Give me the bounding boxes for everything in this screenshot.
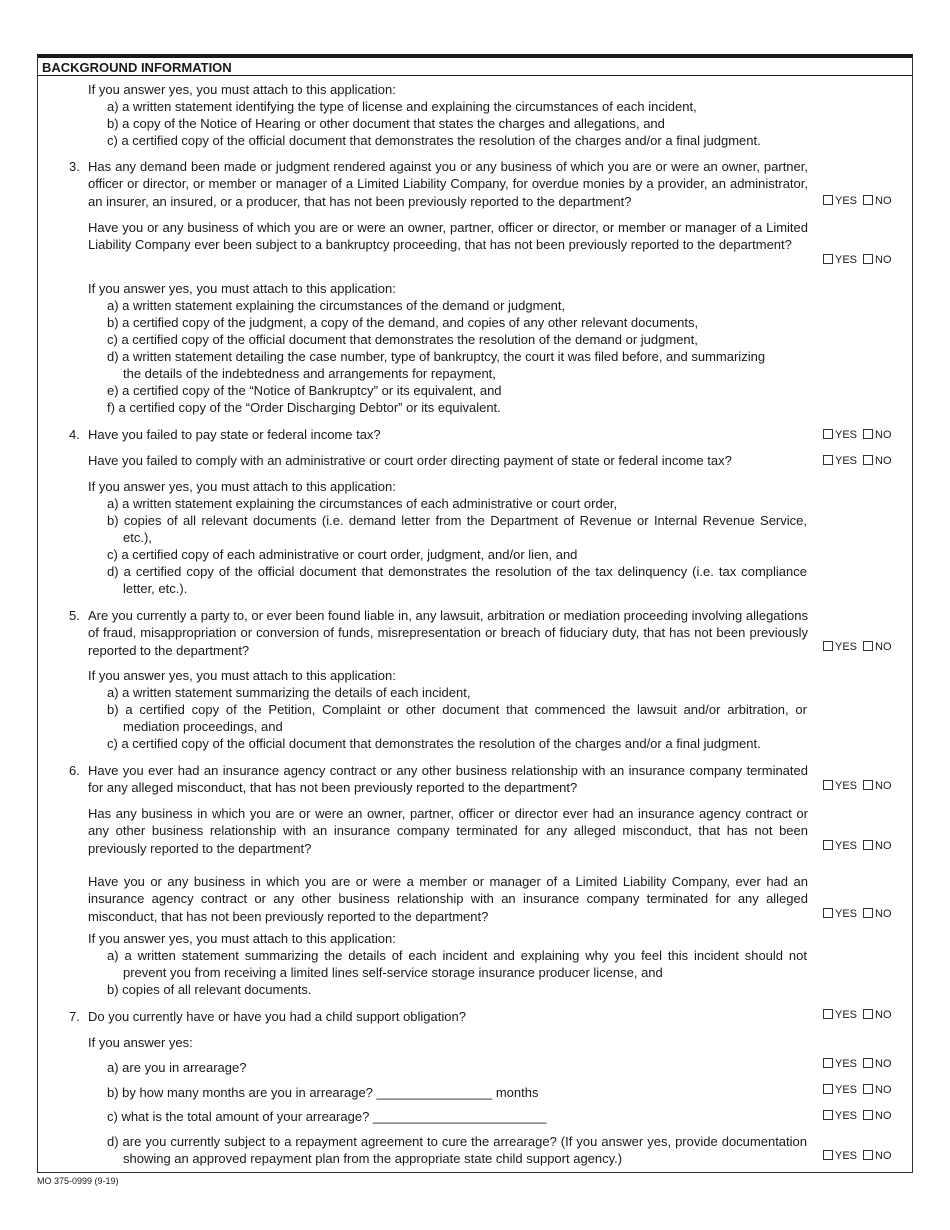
no-checkbox[interactable] bbox=[863, 1150, 873, 1160]
question-5-item-b: b) a certified copy of the Petition, Complaint or other document that commenced the lawsuit and/or arbitration, or mediation proceedings, and bbox=[107, 702, 807, 735]
yes-label: YES bbox=[835, 1009, 858, 1021]
yes-label: YES bbox=[835, 780, 858, 792]
yes-label: YES bbox=[835, 1150, 858, 1162]
question-3-item-e: e) a certified copy of the “Notice of Bankruptcy” or its equivalent, and bbox=[107, 383, 502, 398]
question-4-lead: If you answer yes, you must attach to this application: bbox=[88, 479, 396, 494]
question-6-business-text: Has any business in which you are or were an owner, partner, officer or director ever had an insurance agency contract or any other business relationship with an insurance company terminated for any alleged misconduct, that has not been previously reported to the department? bbox=[88, 806, 808, 856]
no-checkbox[interactable] bbox=[863, 1110, 873, 1120]
question-4-text: Have you failed to pay state or federal income tax? bbox=[88, 427, 381, 442]
question-4-item-b: b) copies of all relevant documents (i.e. demand letter from the Department of Revenue or Internal Revenue Service, etc.), bbox=[107, 513, 807, 546]
yes-label: YES bbox=[835, 254, 858, 266]
yes-checkbox[interactable] bbox=[823, 254, 833, 264]
no-checkbox[interactable] bbox=[863, 254, 873, 264]
yes-checkbox[interactable] bbox=[823, 1084, 833, 1094]
yes-label: YES bbox=[835, 195, 858, 207]
yes-label: YES bbox=[835, 1084, 858, 1096]
no-label: NO bbox=[875, 840, 892, 852]
question-7-item-b-answer bbox=[823, 1083, 892, 1097]
yes-label: YES bbox=[835, 840, 858, 852]
question-7-number: 7. bbox=[69, 1009, 80, 1024]
question-7-item-d-answer bbox=[823, 1149, 892, 1163]
question-3-item-a: a) a written statement explaining the circumstances of the demand or judgment, bbox=[107, 298, 566, 313]
no-label: NO bbox=[875, 195, 892, 207]
question-3-answer bbox=[823, 194, 892, 208]
no-label: NO bbox=[875, 908, 892, 920]
yes-checkbox[interactable] bbox=[823, 780, 833, 790]
yes-checkbox[interactable] bbox=[823, 840, 833, 850]
question-6-llc-answer bbox=[823, 907, 892, 921]
question-5-answer bbox=[823, 640, 892, 654]
no-label: NO bbox=[875, 1150, 892, 1162]
no-label: NO bbox=[875, 1009, 892, 1021]
yes-checkbox[interactable] bbox=[823, 1009, 833, 1019]
no-label: NO bbox=[875, 1084, 892, 1096]
question-5-lead: If you answer yes, you must attach to this application: bbox=[88, 668, 396, 683]
intro-item-c: c) a certified copy of the official document that demonstrates the resolution of the charges and/or a final judgment. bbox=[107, 133, 761, 148]
yes-label: YES bbox=[835, 641, 858, 653]
question-3-item-d-cont: the details of the indebtedness and arrangements for repayment, bbox=[123, 366, 496, 381]
no-label: NO bbox=[875, 780, 892, 792]
yes-checkbox[interactable] bbox=[823, 1058, 833, 1068]
question-7-item-a: a) are you in arrearage? bbox=[107, 1060, 247, 1075]
no-label: NO bbox=[875, 429, 892, 441]
question-3-item-b: b) a certified copy of the judgment, a copy of the demand, and copies of any other relevant documents, bbox=[107, 315, 699, 330]
question-3-text: Has any demand been made or judgment rendered against you or any business of which you are or were an owner, partner, officer or director, or member or manager of a Limited Liability Company, for overdue monies by a provider, an administrator, an insurer, an insured, or a producer, that has not been previously reported to the department? bbox=[88, 159, 808, 209]
yes-checkbox[interactable] bbox=[823, 455, 833, 465]
question-3-item-d: d) a written statement detailing the case number, type of bankruptcy, the court it was filed before, and summarizing bbox=[107, 349, 766, 364]
intro-item-a: a) a written statement identifying the type of license and explaining the circumstances of each incident, bbox=[107, 99, 697, 114]
yes-checkbox[interactable] bbox=[823, 1110, 833, 1120]
question-5-item-a: a) a written statement summarizing the details of each incident, bbox=[107, 685, 471, 700]
intro-lead: If you answer yes, you must attach to this application: bbox=[88, 82, 396, 97]
question-6-llc-text: Have you or any business in which you are or were a member or manager of a Limited Liability Company, ever had an insurance agency contract or any other business relationship with an insurance company terminated for any alleged misconduct, that has not been previously reported to the department? bbox=[88, 874, 808, 924]
question-6-item-b: b) copies of all relevant documents. bbox=[107, 982, 312, 997]
question-6-business-answer bbox=[823, 839, 892, 853]
yes-checkbox[interactable] bbox=[823, 908, 833, 918]
question-6-number: 6. bbox=[69, 763, 80, 778]
question-7-item-d: d) are you currently subject to a repayment agreement to cure the arrearage? (If you answer yes, provide documentation showing an approved repayment plan from the appropriate state child support agency.) bbox=[107, 1134, 807, 1167]
question-5-number: 5. bbox=[69, 608, 80, 623]
question-7-item-c-answer bbox=[823, 1109, 892, 1123]
question-7-item-b: b) by how many months are you in arrearage? ________________ months bbox=[107, 1085, 539, 1100]
question-6-text: Have you ever had an insurance agency contract or any other business relationship with an insurance company terminated for any alleged misconduct, that has not been previously reported to the department? bbox=[88, 763, 808, 796]
no-label: NO bbox=[875, 1110, 892, 1122]
no-checkbox[interactable] bbox=[863, 641, 873, 651]
no-checkbox[interactable] bbox=[863, 780, 873, 790]
section-title: BACKGROUND INFORMATION bbox=[38, 58, 912, 76]
no-checkbox[interactable] bbox=[863, 455, 873, 465]
no-checkbox[interactable] bbox=[863, 908, 873, 918]
yes-label: YES bbox=[835, 1058, 858, 1070]
question-7-answer bbox=[823, 1008, 892, 1022]
question-4-order-text: Have you failed to comply with an administrative or court order directing payment of state or federal income tax? bbox=[88, 453, 732, 468]
question-4-item-d: d) a certified copy of the official document that demonstrates the resolution of the tax delinquency (i.e. tax compliance letter, etc.). bbox=[107, 564, 807, 597]
form-number: MO 375-0999 (9-19) bbox=[37, 1176, 119, 1186]
question-3-item-c: c) a certified copy of the official document that demonstrates the resolution of the demand or judgment, bbox=[107, 332, 698, 347]
no-checkbox[interactable] bbox=[863, 429, 873, 439]
yes-label: YES bbox=[835, 908, 858, 920]
no-label: NO bbox=[875, 455, 892, 467]
question-5-text: Are you currently a party to, or ever been found liable in, any lawsuit, arbitration or mediation proceeding involving allegations of fraud, misappropriation or conversion of funds, misrepresentation or breach of fiduciary duty, that has not been previously reported to the department? bbox=[88, 608, 808, 658]
no-checkbox[interactable] bbox=[863, 840, 873, 850]
yes-checkbox[interactable] bbox=[823, 1150, 833, 1160]
question-3-bankruptcy-answer bbox=[823, 253, 892, 267]
yes-checkbox[interactable] bbox=[823, 641, 833, 651]
question-6-lead: If you answer yes, you must attach to this application: bbox=[88, 931, 396, 946]
no-checkbox[interactable] bbox=[863, 1084, 873, 1094]
no-label: NO bbox=[875, 1058, 892, 1070]
question-4-number: 4. bbox=[69, 427, 80, 442]
yes-label: YES bbox=[835, 1110, 858, 1122]
question-6-answer bbox=[823, 779, 892, 793]
intro-item-b: b) a copy of the Notice of Hearing or other document that states the charges and allegations, and bbox=[107, 116, 665, 131]
no-label: NO bbox=[875, 254, 892, 266]
question-4-answer bbox=[823, 428, 892, 442]
question-7-text: Do you currently have or have you had a child support obligation? bbox=[88, 1009, 466, 1024]
question-7-lead: If you answer yes: bbox=[88, 1035, 193, 1050]
no-checkbox[interactable] bbox=[863, 1009, 873, 1019]
question-3-bankruptcy-text: Have you or any business of which you are or were an owner, partner, officer or director, or member or manager of a Limited Liability Company ever been subject to a bankruptcy proceeding, that has not been previously reported to the department? bbox=[88, 220, 808, 253]
question-3-item-f: f) a certified copy of the “Order Discharging Debtor” or its equivalent. bbox=[107, 400, 501, 415]
yes-checkbox[interactable] bbox=[823, 429, 833, 439]
no-label: NO bbox=[875, 641, 892, 653]
yes-label: YES bbox=[835, 429, 858, 441]
question-4-item-c: c) a certified copy of each administrative or court order, judgment, and/or lien, and bbox=[107, 547, 578, 562]
question-4-order-answer bbox=[823, 454, 892, 468]
question-7-item-a-answer bbox=[823, 1057, 892, 1071]
question-3-lead: If you answer yes, you must attach to this application: bbox=[88, 281, 396, 296]
no-checkbox[interactable] bbox=[863, 195, 873, 205]
yes-checkbox[interactable] bbox=[823, 195, 833, 205]
question-7-item-c: c) what is the total amount of your arrearage? ________________________ bbox=[107, 1109, 547, 1124]
no-checkbox[interactable] bbox=[863, 1058, 873, 1068]
question-5-item-c: c) a certified copy of the official document that demonstrates the resolution of the charges and/or a final judgment. bbox=[107, 736, 761, 751]
question-6-item-a: a) a written statement summarizing the details of each incident and explaining why you feel this incident should not prevent you from receiving a limited lines self-service storage insurance producer license, and bbox=[107, 948, 807, 981]
question-3-number: 3. bbox=[69, 159, 80, 174]
question-4-item-a: a) a written statement explaining the circumstances of each administrative or court order, bbox=[107, 496, 618, 511]
yes-label: YES bbox=[835, 455, 858, 467]
